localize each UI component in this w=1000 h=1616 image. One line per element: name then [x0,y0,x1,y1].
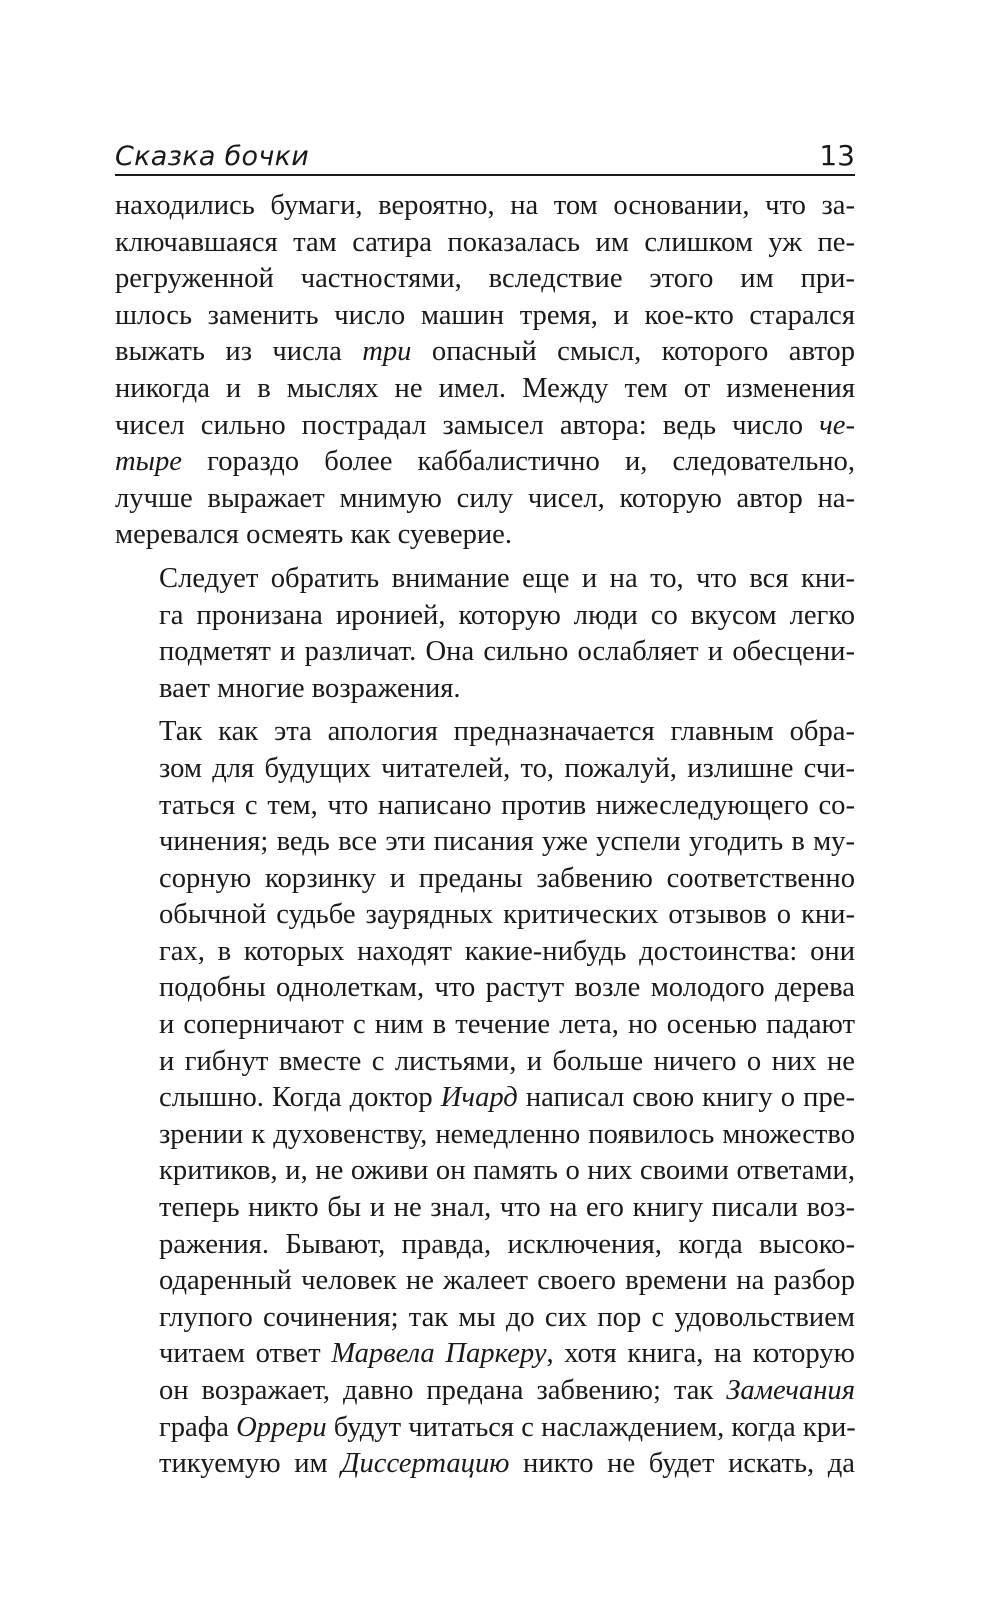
body-text [115,188,855,1483]
text-line [115,1153,855,1190]
text-run: сорную корзинку и преданы забвению соответственно [159,862,855,894]
text-run: никто не будет искать, да [509,1448,855,1480]
text-run: чинения; ведь все эти писания уже успели угодить в му- [159,826,855,858]
text-run: находились бумаги, вероятно, на том основании, что за- [115,190,855,221]
text-run: теперь никто бы и не знал, что на его книгу писали воз- [159,1192,855,1224]
text-run: Так как эта апология предназначается главным обра- [159,716,855,748]
text-line [115,1007,855,1044]
text-line [115,225,855,262]
text-line [115,1336,855,1373]
text-run: га пронизана иронией, которую люди со вкусом легко [159,599,855,631]
italic-text: Замечания [726,1375,855,1406]
text-run: гах, в которых находят какие-нибудь достоинства: они [159,935,855,967]
book-page [115,128,855,1490]
text-line [115,517,855,554]
text-run: опасный смысл, которого автор [411,336,855,368]
text-run: написал свою книгу о пре- [517,1082,855,1114]
text-run: регруженной частностями, вследствие этого им при- [115,263,855,295]
text-run: одаренный человек не жалеет своего времени на разбор [159,1265,855,1297]
text-run: ключавшаяся там сатира показалась им слишком уж пе- [115,226,855,258]
text-run: шлось заменить число машин тремя, и кое-кто старался [115,299,855,331]
text-run: зрении к духовенству, немедленно появилось множество [159,1118,855,1150]
text-line [115,1373,855,1410]
text-run: критиков, и, не оживи он память о них своими ответами, [159,1155,855,1187]
text-line [115,634,855,671]
text-run: и гибнут вместе с листьями, и больше ничего о них не [159,1045,855,1077]
text-run: никогда и в мыслях не имел. Между тем от изменения [115,372,855,404]
text-run: и соперничают с ним в течение лета, но осенью падают [159,1009,855,1041]
text-line [115,671,855,708]
text-run: подметят и различат. Она сильно ослабляет и обесцени- [159,636,855,668]
text-line [115,751,855,788]
text-run: тикуемую им [159,1448,342,1480]
text-run: выжать из числа [115,336,363,368]
italic-text: Диссертацию [341,1448,510,1480]
paragraph [115,188,855,554]
text-run: , хотя книга, на которую [546,1338,855,1370]
italic-text: Марвела Паркеру [331,1338,547,1370]
text-run: лучше выражает мнимую силу чисел, которую автор на- [115,482,855,514]
text-line [115,188,855,225]
text-line [115,861,855,898]
text-line [115,481,855,518]
text-line [115,1190,855,1227]
italic-text: тыре [115,446,183,478]
text-run: глупого сочинения; так мы до сих пор с удовольствием [159,1301,855,1333]
text-line [115,598,855,635]
running-title: Сказка бочки [115,141,310,172]
text-line [115,788,855,825]
text-line [115,371,855,408]
text-line [115,897,855,934]
text-run: будут читаться с наслаждением, когда кри- [326,1411,856,1443]
text-line [115,1446,855,1483]
running-header [115,128,855,176]
text-run: подобны однолеткам, что растут возле молодого дерева [159,972,855,1004]
text-run: слышно. Когда доктор [159,1082,441,1114]
text-line [115,561,855,598]
text-line [115,261,855,298]
text-run: ражения. Бывают, правда, исключения, когда высоко- [159,1228,855,1260]
text-run: Следует обратить внимание еще и на то, что вся кни- [159,562,855,594]
text-line [115,334,855,371]
text-run: обычной судьбе заурядных критических отзывов о кни- [159,899,855,931]
text-line [115,298,855,335]
text-run: зом для будущих читателей, то, пожалуй, излишне счи- [159,752,855,784]
text-line [115,1410,855,1447]
text-run: он возражает, давно предана забвению; так [159,1375,727,1406]
italic-text: Ичард [440,1082,518,1114]
text-line [115,1263,855,1300]
text-line [115,1080,855,1117]
text-run: гораздо более каббалистично и, следовательно, [182,446,855,478]
text-run: меревался осмеять как суеверие. [115,519,513,551]
text-line [115,1300,855,1337]
text-run: графа [159,1411,237,1443]
italic-text: Оррери [236,1411,327,1443]
text-run: читаем ответ [159,1338,332,1370]
text-line [115,1044,855,1081]
text-line [115,1117,855,1154]
text-line [115,1227,855,1264]
text-run: таться с тем, что написано против нижеследующего со- [159,789,855,821]
text-run: чисел сильно пострадал замысел автора: ведь число [115,409,820,441]
paragraph [115,714,855,1482]
page-number: 13 [819,139,855,172]
text-line [115,970,855,1007]
text-line [115,824,855,861]
text-line [115,714,855,751]
text-line [115,444,855,481]
paragraph [115,561,855,707]
text-line [115,408,855,445]
text-line [115,934,855,971]
italic-text: че- [819,409,855,441]
italic-text: три [362,336,412,368]
text-run: вает многие возражения. [159,672,461,704]
